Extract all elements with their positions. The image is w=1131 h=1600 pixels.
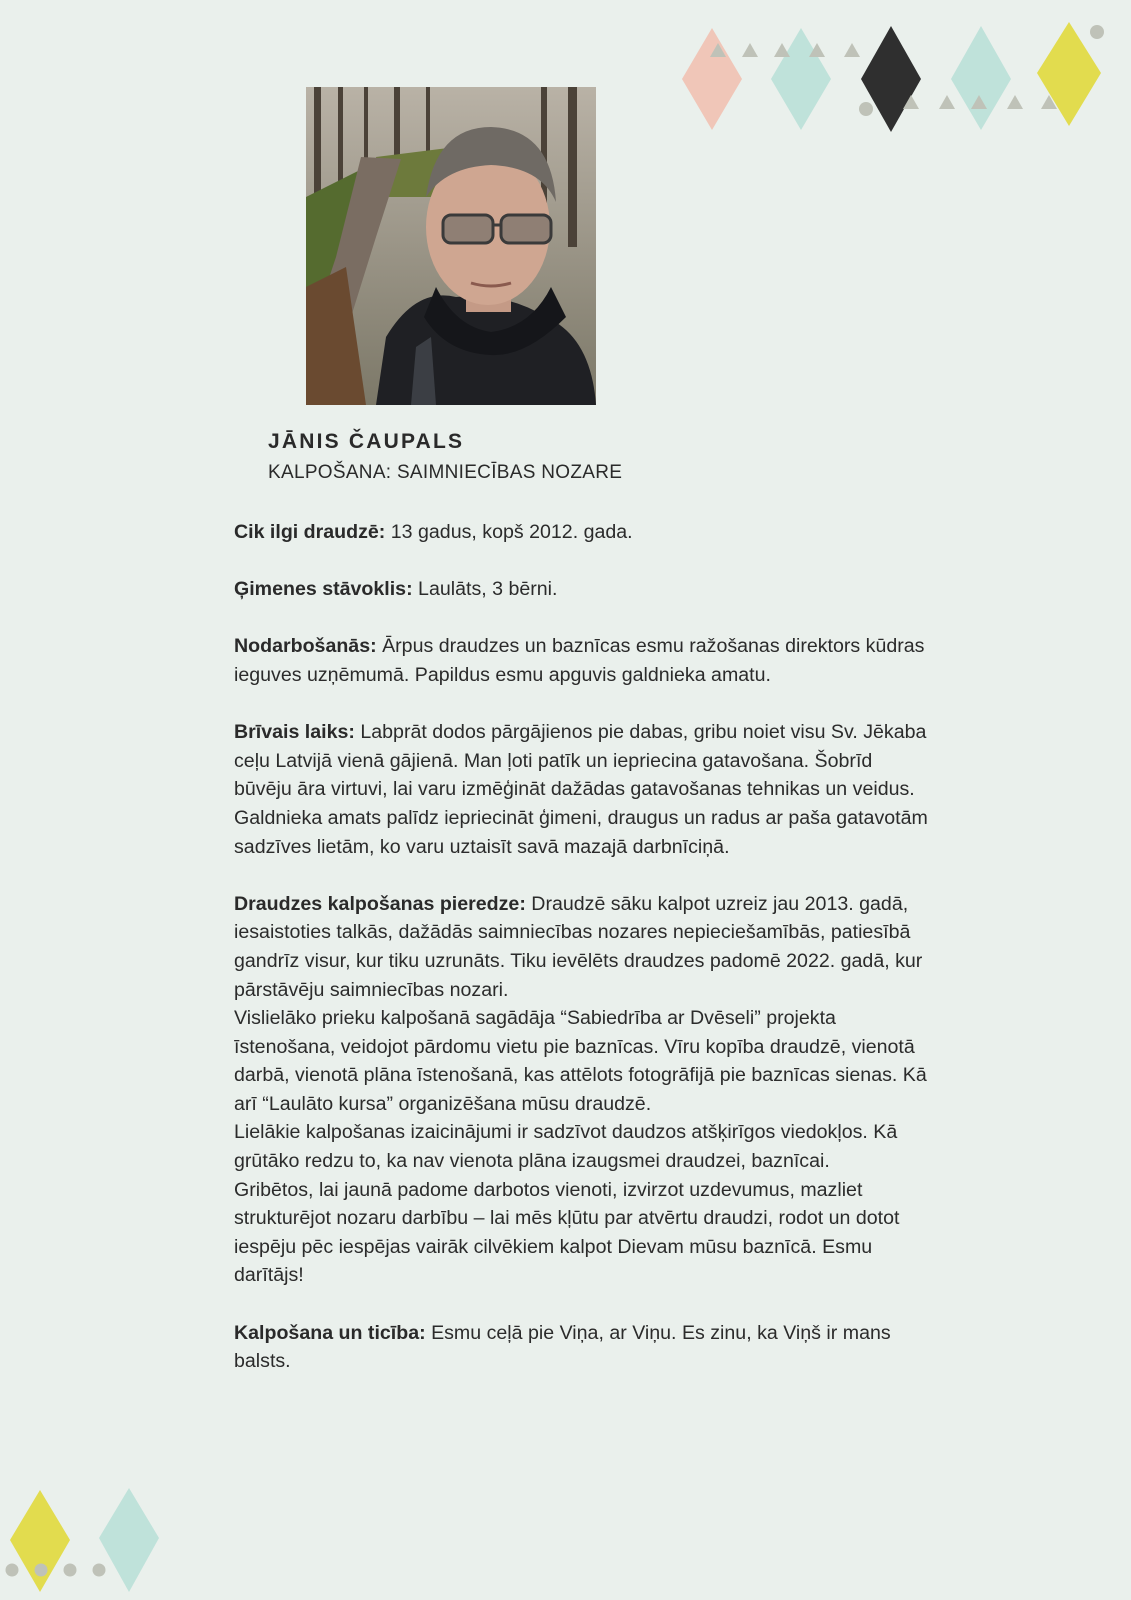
free-time-paragraph bbox=[234, 718, 934, 861]
family-paragraph bbox=[234, 575, 934, 604]
family-text: Laulāts, 3 bērni. bbox=[412, 578, 558, 601]
faith-label: Kalpošana un ticība: bbox=[234, 1321, 426, 1344]
experience-text: Draudzē sāku kalpot uzreiz jau 2013. gadā, iesaistoties talkās, dažādās saimniecības nozares nepieciešamībās, patiesībā gandrīz visur, kur tiku uzrunāts. Tiku ievēlēts draudzes padomē 2022. gadā, kur pārstāvēju saimniecības nozari. bbox=[234, 892, 923, 1001]
free-time-text: Labprāt dodos pārgājienos pie dabas, gribu noiet visu Sv. Jēkaba ceļu Latvijā vienā gājienā. Man ļoti patīk un iepriecina gatavošana. Šobrīd būvēju āra virtuvi, lai varu izmēģināt dažādas gatavošanas tehnikas un veidus. Galdnieka amats palīdz iepriecināt ģimeni, draugus un radus ar paša gatavotām sadzīves lietām, ko varu uztaisīt savā mazajā darbnīciņā. bbox=[234, 721, 928, 858]
faith-text: Esmu ceļā pie Viņa, ar Viņu. Es zinu, ka Viņš ir mans balsts. bbox=[234, 1321, 891, 1373]
dark-diamond-icon bbox=[861, 26, 921, 132]
bottom-left-diamond-pattern bbox=[0, 1484, 170, 1596]
mint-diamond-icon bbox=[771, 28, 831, 130]
duration-paragraph bbox=[234, 518, 934, 547]
occupation-text: Ārpus draudzes un baznīcas esmu ražošanas direktors kūdras ieguves uzņēmumā. Papildus esmu apguvis galdnieka amatu. bbox=[234, 635, 925, 686]
faith-paragraph bbox=[234, 1319, 934, 1376]
mint-diamond-icon bbox=[99, 1488, 159, 1592]
experience-label: Draudzes kalpošanas pieredze: bbox=[234, 892, 526, 915]
occupation-label: Nodarbošanās: bbox=[234, 635, 377, 658]
yellow-diamond-icon bbox=[10, 1490, 70, 1592]
dot-icon bbox=[1090, 25, 1104, 39]
dot-icon bbox=[859, 102, 873, 116]
dot-icon bbox=[64, 1564, 77, 1577]
occupation-paragraph bbox=[234, 632, 934, 689]
mint-diamond-icon bbox=[951, 26, 1011, 130]
profile-photo bbox=[306, 87, 596, 405]
experience-joy-paragraph: Vislielāko prieku kalpošanā sagādāja “Sabiedrība ar Dvēseli” projekta īstenošana, veidojot pārdomu vietu pie baznīcas. Vīru kopība draudzē, vienotā darbā, vienotā plāna īstenošanā, kas attēlots fotogrāfijā pie baznīcas sienas. Kā arī “Laulāto kursa” organizēšana mūsu draudzē. bbox=[234, 1007, 927, 1115]
dot-icon bbox=[6, 1564, 19, 1577]
experience-challenges-paragraph: Lielākie kalpošanas izaicinājumi ir sadzīvot daudzos atšķirīgos viedokļos. Kā grūtāko redzu to, ka nav vienota plāna izaugsmei draudzei, baznīcai. bbox=[234, 1121, 898, 1173]
free-time-label: Brīvais laiks: bbox=[234, 721, 355, 744]
top-right-diamond-pattern bbox=[675, 18, 1105, 138]
dot-icon bbox=[35, 1564, 48, 1577]
ministry-role: KALPOŠANA: SAIMNIECĪBAS NOZARE bbox=[268, 462, 623, 483]
experience-paragraph bbox=[234, 890, 934, 1004]
duration-label: Cik ilgi draudzē: bbox=[234, 521, 386, 543]
duration-text: 13 gadus, kopš 2012. gada. bbox=[385, 521, 633, 543]
family-label: Ģimenes stāvoklis: bbox=[234, 578, 413, 601]
person-name: JĀNIS ČAUPALS bbox=[268, 430, 465, 453]
experience-hopes-paragraph: Gribētos, lai jaunā padome darbotos vienoti, izvirzot uzdevumus, mazliet strukturējot nozaru darbību – lai mēs kļūtu par atvērtu draudzi, rodot un dotot iespēju pēc iespējas vairāk cilvēkiem kalpot Dievam mūsu baznīcā. Esmu darītājs! bbox=[234, 1178, 900, 1287]
yellow-diamond-icon bbox=[1037, 22, 1101, 126]
dot-icon bbox=[93, 1564, 106, 1577]
pink-diamond-icon bbox=[682, 28, 742, 130]
biography-content bbox=[234, 518, 934, 1404]
